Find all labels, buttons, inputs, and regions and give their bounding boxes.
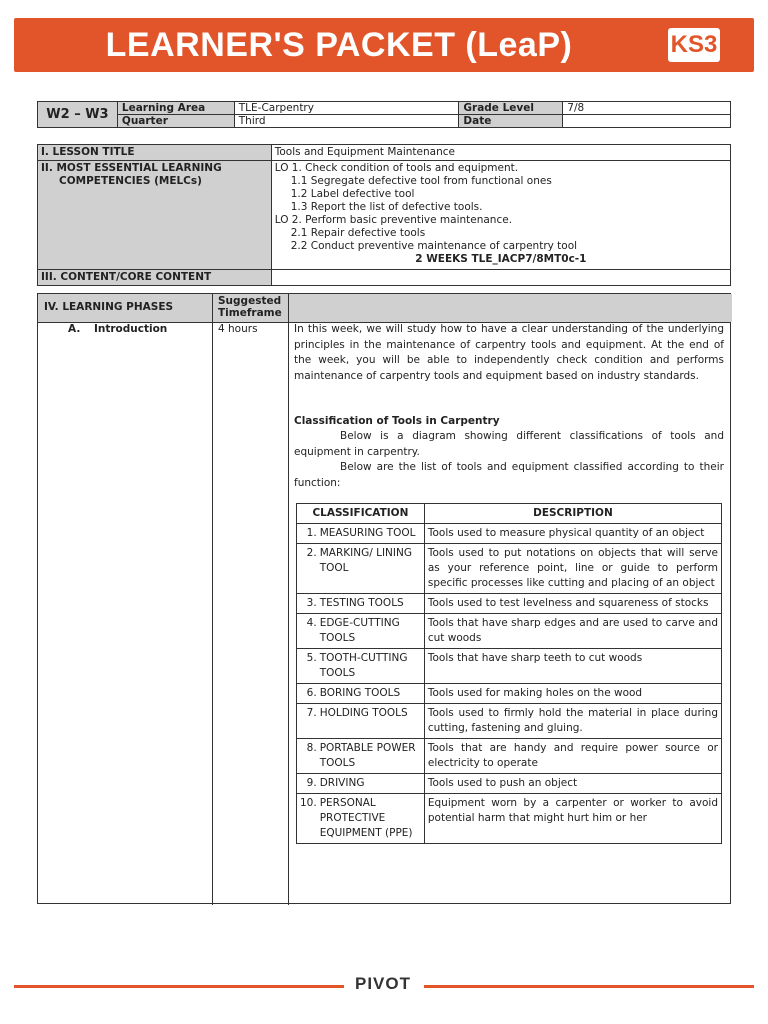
content-label: III. CONTENT/CORE CONTENT xyxy=(38,270,272,286)
packet-title: LEARNER'S PACKET (LeaP) xyxy=(105,26,573,64)
cell-name: MEASURING TOOL xyxy=(317,524,425,544)
learning-area-value: TLE-Carpentry xyxy=(234,102,459,115)
content-header-cell xyxy=(288,294,732,322)
footer-line-left xyxy=(14,985,344,988)
section-title: Classification of Tools in Carpentry xyxy=(294,415,500,427)
date-value xyxy=(563,115,731,128)
ks3-badge: KS3 xyxy=(668,28,720,62)
cell-desc: Tools used for making holes on the wood xyxy=(424,684,721,704)
quarter-label: Quarter xyxy=(117,115,234,128)
cell-desc: Tools that are handy and require power source or electricity to operate xyxy=(424,739,721,774)
timeframe-header-cell xyxy=(212,294,288,322)
cell-name: TOOTH-CUTTING TOOLS xyxy=(317,649,425,684)
melc-label xyxy=(38,161,272,270)
cell-name: DRIVING xyxy=(317,774,425,794)
melc-item: 2.1 Repair defective tools xyxy=(290,227,426,239)
table-row xyxy=(297,594,722,614)
phase-name: Introduction xyxy=(93,323,168,335)
cell-desc: Equipment worn by a carpenter or worker to avoid potential harm that might hurt him or her xyxy=(424,794,721,844)
cell-desc: Tools used to put notations on objects that will serve as your reference point, line or guide to perform specific processes like cutting and placing of an object xyxy=(424,544,721,594)
cell-desc: Tools used to firmly hold the material in place during cutting, fastening and gluing. xyxy=(424,704,721,739)
intro-paragraph: In this week, we will study how to have a clear understanding of the underlying principles in the maintenance of carpentry tools and equipment. At the end of the week, you will be able to independently check condition and performs maintenance of carpentry tools and equipment based on industry standards. xyxy=(294,323,724,382)
pivot-logo xyxy=(355,974,415,998)
quarter-value: Third xyxy=(234,115,459,128)
melc-item: 2.2 Conduct preventive maintenance of carpentry tool xyxy=(290,240,578,252)
info-table xyxy=(37,101,731,128)
cell-name: MARKING/ LINING TOOL xyxy=(317,544,425,594)
melc-item: 1.2 Label defective tool xyxy=(290,188,415,200)
melc-label-line-2: COMPETENCIES (MELCs) xyxy=(59,175,202,187)
footer-line-right xyxy=(424,985,754,988)
cell-num: 4. xyxy=(297,614,317,649)
table-row xyxy=(297,649,722,684)
content-value xyxy=(271,270,730,286)
cell-num: 8. xyxy=(297,739,317,774)
cell-num: 5. xyxy=(297,649,317,684)
table-row xyxy=(297,524,722,544)
cell-name: PERSONAL PROTECTIVE EQUIPMENT (PPE) xyxy=(317,794,425,844)
cell-desc: Tools that have sharp teeth to cut woods xyxy=(424,649,721,684)
cell-num: 2. xyxy=(297,544,317,594)
col-divider-2 xyxy=(288,294,289,905)
melc-item: LO 2. Perform basic preventive maintenance. xyxy=(274,214,513,226)
section-paragraph-1: Below is a diagram showing different classifications of tools and equipment in carpentry. xyxy=(294,430,724,458)
lesson-table xyxy=(37,144,731,286)
melc-code: 2 WEEKS TLE_IACP7/8MT0c-1 xyxy=(415,253,587,265)
lesson-title-value: Tools and Equipment Maintenance xyxy=(271,145,730,161)
phases-header-cell xyxy=(38,294,212,322)
cell-num: 1. xyxy=(297,524,317,544)
cell-desc: Tools used to push an object xyxy=(424,774,721,794)
melc-item: 1.1 Segregate defective tool from functional ones xyxy=(290,175,552,187)
phase-a xyxy=(68,323,167,335)
phase-timeframe: 4 hours xyxy=(218,323,258,335)
phase-letter: A. xyxy=(68,323,81,335)
timeframe-header-line-1: Suggested xyxy=(218,295,282,307)
timeframe-header-line-2: Timeframe xyxy=(218,307,282,319)
table-row xyxy=(297,614,722,649)
timeframe-header xyxy=(218,295,282,319)
classification-table xyxy=(296,503,722,844)
table-row xyxy=(297,684,722,704)
description-header: DESCRIPTION xyxy=(424,504,721,524)
cell-num: 6. xyxy=(297,684,317,704)
cell-num: 3. xyxy=(297,594,317,614)
melc-item: LO 1. Check condition of tools and equipment. xyxy=(274,162,519,174)
lesson-title-label: I. LESSON TITLE xyxy=(38,145,272,161)
cell-name: HOLDING TOOLS xyxy=(317,704,425,739)
grade-level-label: Grade Level xyxy=(459,102,563,115)
cell-name: TESTING TOOLS xyxy=(317,594,425,614)
cell-num: 10. xyxy=(297,794,317,844)
learning-area-label: Learning Area xyxy=(117,102,234,115)
cell-desc: Tools that have sharp edges and are used to carve and cut woods xyxy=(424,614,721,649)
melc-list xyxy=(271,161,730,270)
grade-level-value: 7/8 xyxy=(563,102,731,115)
cell-desc: Tools used to test levelness and squareness of stocks xyxy=(424,594,721,614)
table-row xyxy=(297,774,722,794)
melc-item: 1.3 Report the list of defective tools. xyxy=(290,201,483,213)
learning-phases-section xyxy=(37,293,731,904)
pivot-logo-text: PIVOT xyxy=(355,974,412,993)
date-label: Date xyxy=(459,115,563,128)
table-row xyxy=(297,739,722,774)
melc-label-line-1: II. MOST ESSENTIAL LEARNING xyxy=(41,162,222,174)
cell-num: 7. xyxy=(297,704,317,739)
table-row xyxy=(297,704,722,739)
cell-desc: Tools used to measure physical quantity of an object xyxy=(424,524,721,544)
cell-name: PORTABLE POWER TOOLS xyxy=(317,739,425,774)
cell-num: 9. xyxy=(297,774,317,794)
week-cell: W2 – W3 xyxy=(38,102,118,128)
classification-header: CLASSIFICATION xyxy=(297,504,425,524)
phases-header: IV. LEARNING PHASES xyxy=(44,301,174,313)
cell-name: EDGE-CUTTING TOOLS xyxy=(317,614,425,649)
header-banner xyxy=(14,18,754,72)
section-paragraph-2: Below are the list of tools and equipment classified according to their function: xyxy=(294,461,724,489)
table-row xyxy=(297,544,722,594)
table-row xyxy=(297,794,722,844)
cell-name: BORING TOOLS xyxy=(317,684,425,704)
col-divider-1 xyxy=(212,294,213,905)
